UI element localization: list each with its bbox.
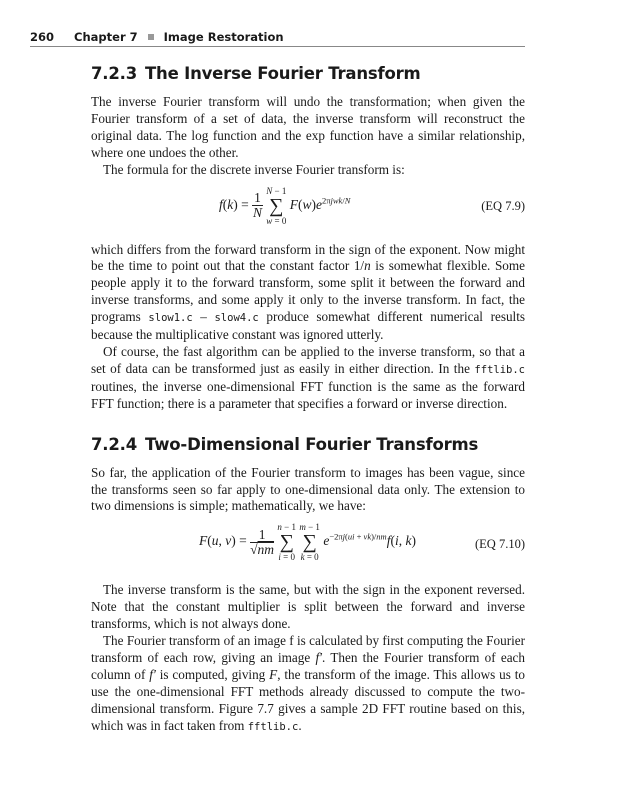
equation-label: (EQ 7.9): [481, 198, 525, 213]
paragraph: The Fourier transform of an image f is calculated by first computing the Fourier transform of each row, giving an image f′. Then the Fourier transform of each column of f′ is computed, giving F, the transform of the image. This allows us to use the one-dimensional FFT methods already discussed to compute the two-dimensional transform. Figure 7.7 gives a sample 2D FFT routine based on this, which was in fact taken from fftlib.c.: [91, 633, 525, 733]
separator-square-icon: [148, 34, 154, 40]
equation-label: (EQ 7.10): [475, 537, 525, 552]
page-body: [91, 64, 525, 735]
section-heading-7-2-3: [91, 64, 525, 83]
section-number: 7.2.3: [91, 64, 137, 83]
equation-7-10: [91, 518, 525, 574]
equation-body: f(k) = $\frac{1}{N}$ N − 1 ∑ w = 0 $F(w)e^{2\pi jwk/N}$: [219, 185, 351, 226]
code-filename: slow1.c: [148, 312, 193, 325]
paragraph: Of course, the fast algorithm can be applied to the inverse transform, so that a set of data can be transformed just as easily in either direction. In the fftlib.c routines, the inverse one-dimensional FFT function is the same as the forward FFT function; there is a parameter that specifies a forward or inverse direction.: [91, 343, 525, 411]
equation-7-9: [91, 182, 525, 234]
equation-body: F(u, v) = $\frac{1}{√nm}$ n − 1 ∑ i = 0 m − 1 ∑ k = 0 $e^{-2\pi j(ui + vk)/nm}f(i$, k): [199, 522, 416, 563]
section-heading-7-2-4: [91, 435, 525, 454]
running-head: [30, 30, 525, 47]
chapter-label: Chapter 7: [74, 30, 138, 44]
paragraph: The inverse Fourier transform will undo the transformation; when given the Fourier transform of a set of data, the inverse transform will reconstruct the original data. The log function and the exp function have a similar relationship, where one undoes the other.: [91, 94, 525, 160]
section-title: Two-Dimensional Fourier Transforms: [145, 434, 479, 454]
paragraph: The inverse transform is the same, but with the sign in the exponent reversed. Note that the constant multiplier is split between the forward and inverse transforms, which is not always done.: [91, 582, 525, 632]
chapter-title: Image Restoration: [163, 30, 284, 44]
page-number: 260: [30, 30, 55, 44]
section-title: The Inverse Fourier Transform: [145, 64, 421, 83]
paragraph: which differs from the forward transform in the sign of the exponent. Now might be the time to point out that the constant factor 1/n is somewhat flexible. Some people apply it to the forward transform, some split it between the forward and inverse transforms, and some apply it only to the inverse transform. In fact, the programs slow1.c – slow4.c produce somewhat different numerical results because the multiplicative constant was ignored utterly.: [91, 241, 526, 343]
code-filename: fftlib.c: [247, 720, 299, 733]
paragraph: The formula for the discrete inverse Fourier transform is:: [103, 161, 405, 177]
code-filename: fftlib.c: [474, 363, 525, 376]
section-number: 7.2.4: [91, 434, 137, 454]
code-filename: slow4.c: [214, 312, 259, 325]
paragraph: So far, the application of the Fourier transform to images has been vague, since the transforms seen so far apply to one-dimensional data only. The extension to two dimensions is simple; mathematically, we have:: [91, 464, 525, 514]
